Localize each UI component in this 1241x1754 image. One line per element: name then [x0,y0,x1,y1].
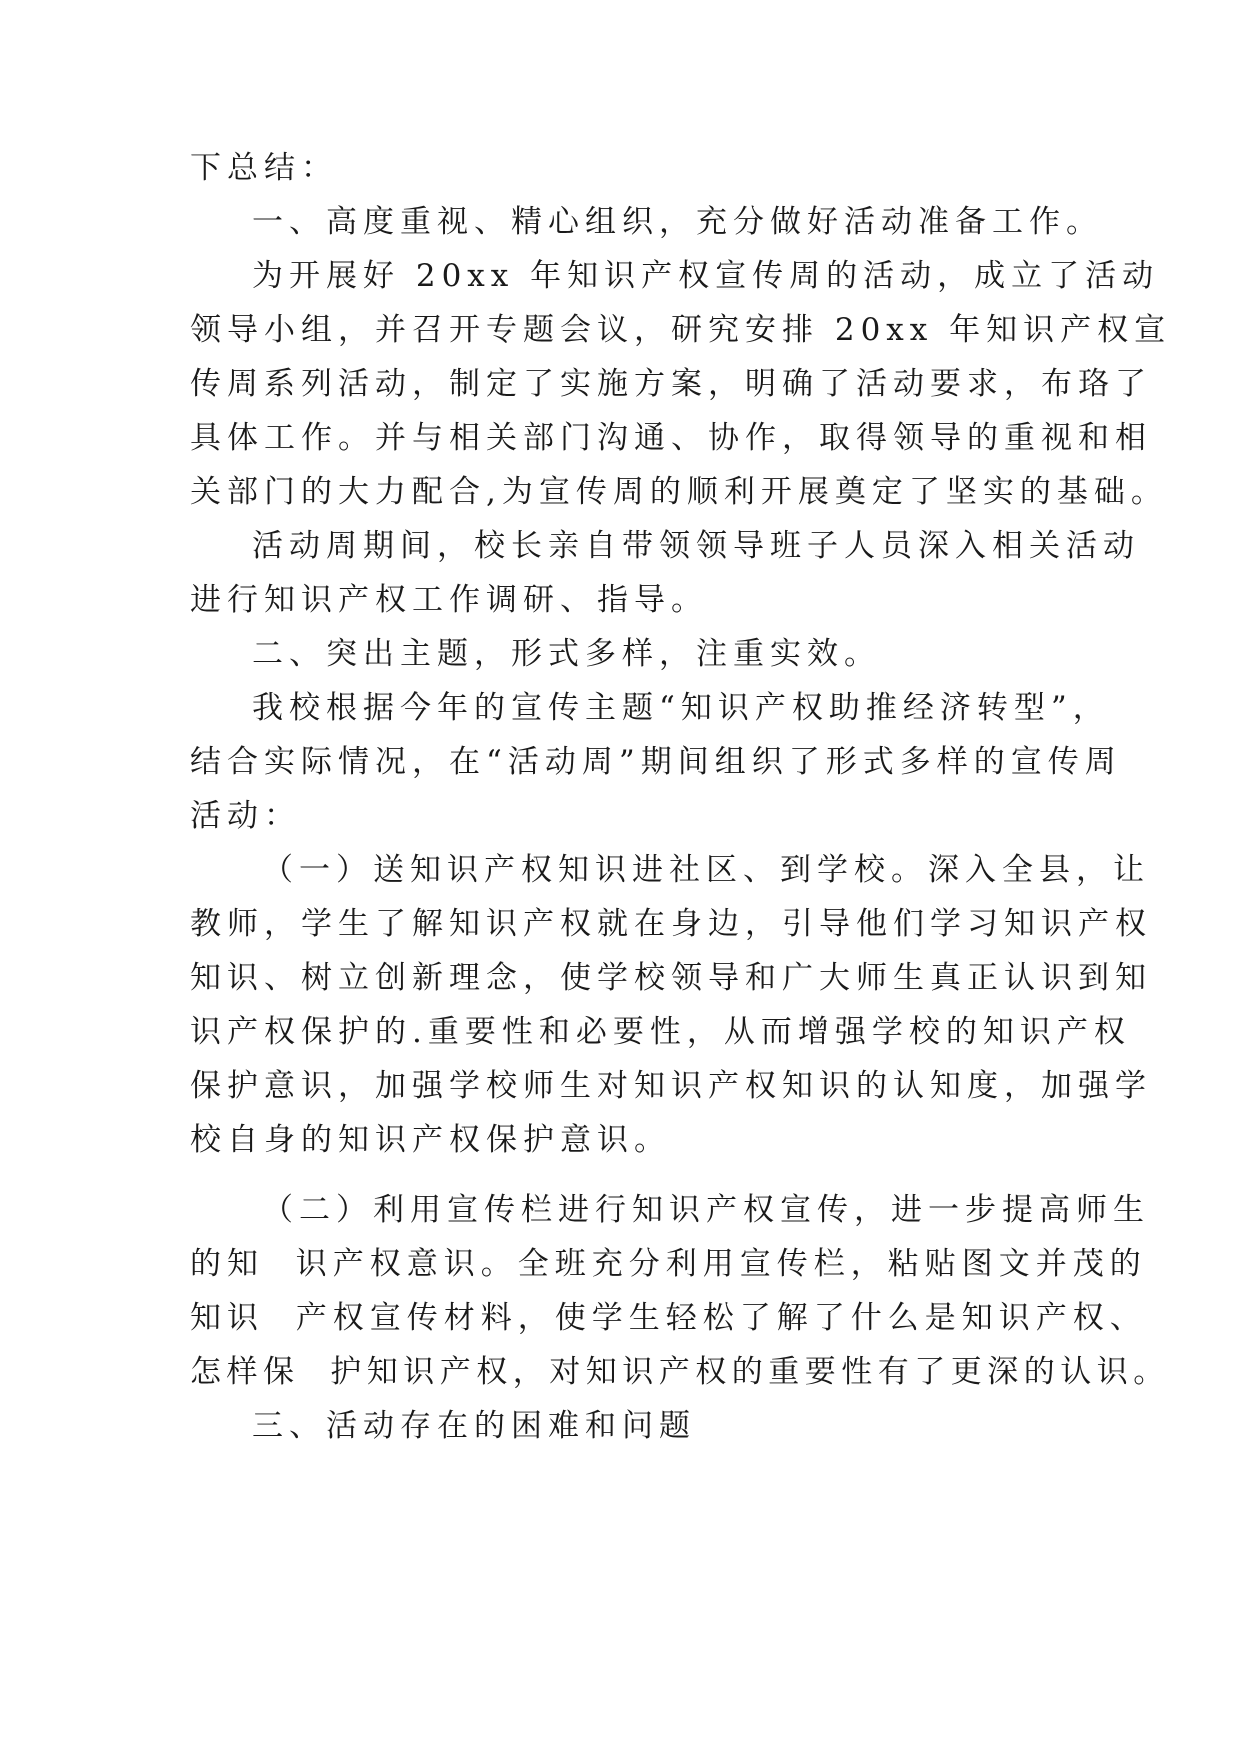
section-heading: 二、突出主题，形式多样，注重实效。 [252,636,881,672]
text-line: 保护意识，加强学校师生对知识产权知识的认知度，加强学 [190,1068,1152,1104]
text-line: 我校根据今年的宣传主题“知识产权助推经济转型”， [252,690,1110,726]
text-line: 为开展好 20xx 年知识产权宣传周的活动，成立了活动 [252,258,1160,294]
text-line: 领导小组，并召开专题会议，研究安排 20xx 年知识产权宣 [190,312,1172,348]
text-line: 识产权保护的.重要性和必要性，从而增强学校的知识产权 [190,1014,1131,1050]
text-line: 怎样保 护知识产权，对知识产权的重要性有了更深的认识。 [190,1354,1170,1390]
text-line: 关部门的大力配合,为宣传周的顺利开展奠定了坚实的基础。 [190,474,1168,510]
text-line: 具体工作。并与相关部门沟通、协作，取得领导的重视和相 [190,420,1152,456]
text-line: 活动周期间，校长亲自带领领导班子人员深入相关活动 [252,528,1140,564]
subsection-line: （一）送知识产权知识进社区、到学校。深入全县，让 [262,852,1150,888]
text-line: 教师，学生了解知识产权就在身边，引导他们学习知识产权 [190,906,1152,942]
subsection-line: （二）利用宣传栏进行知识产权宣传，进一步提高师生 [262,1192,1150,1228]
text-line: 知识 产权宣传材料，使学生轻松了解了什么是知识产权、 [190,1300,1147,1336]
text-line: 的知 识产权意识。全班充分利用宣传栏，粘贴图文并茂的 [190,1246,1147,1282]
text-line: 下总结： [190,150,338,186]
text-line: 知识、树立创新理念，使学校领导和广大师生真正认识到知 [190,960,1152,996]
text-line: 结合实际情况，在“活动周”期间组织了形式多样的宣传周 [190,744,1122,780]
text-line: 校自身的知识产权保护意识。 [190,1122,671,1158]
text-line: 活动： [190,798,301,834]
text-line: 传周系列活动，制定了实施方案，明确了活动要求，布珞了 [190,366,1152,402]
text-line: 进行知识产权工作调研、指导。 [190,582,708,618]
section-heading: 三、活动存在的困难和问题 [252,1408,696,1444]
section-heading: 一、高度重视、精心组织，充分做好活动准备工作。 [252,204,1103,240]
